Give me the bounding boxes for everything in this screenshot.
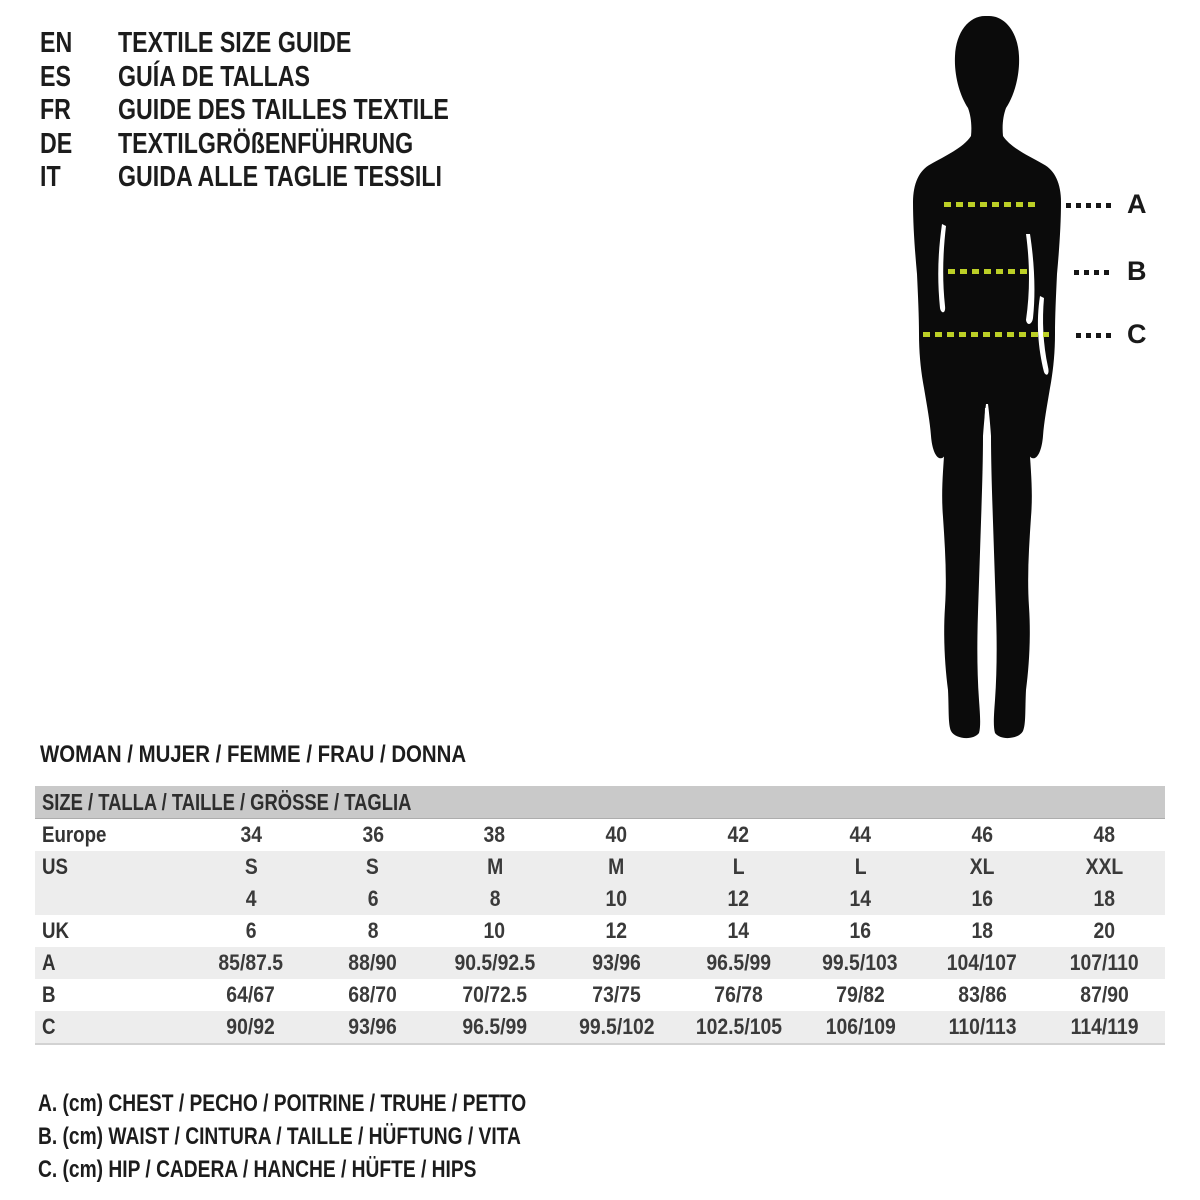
- table-cell: 8: [367, 918, 379, 943]
- table-cell: 20: [1093, 918, 1115, 943]
- table-cell: 107/110: [1069, 950, 1139, 975]
- table-row-us-numeric: [35, 883, 1165, 915]
- table-cell: 18: [971, 918, 993, 943]
- table-cell: 90.5/92.5: [454, 950, 536, 975]
- footnote-chest: A. (cm) CHEST / PECHO / POITRINE / TRUHE / PETTO: [38, 1090, 527, 1117]
- lang-row-it: [40, 161, 532, 195]
- table-cell: 104/107: [947, 950, 1018, 975]
- table-cell: 68/70: [348, 982, 398, 1007]
- lang-title-it: GUIDA ALLE TAGLIE TESSILI: [118, 161, 442, 194]
- lang-row-de: [40, 128, 532, 162]
- row-label: US: [42, 854, 68, 879]
- table-cell: 96.5/99: [706, 950, 771, 975]
- table-cell: 83/86: [957, 982, 1007, 1007]
- table-cell: 6: [245, 918, 257, 943]
- table-cell: M: [486, 854, 503, 879]
- table-cell: 38: [483, 822, 506, 847]
- table-cell: 79/82: [836, 982, 885, 1007]
- waist-label: B: [1127, 256, 1147, 286]
- row-label: B: [42, 982, 56, 1007]
- table-cell: XXL: [1085, 854, 1123, 879]
- table-cell: L: [732, 854, 745, 879]
- table-cell: 12: [605, 918, 628, 943]
- table-cell: 42: [727, 822, 750, 847]
- woman-silhouette-icon: [875, 12, 1099, 742]
- table-cell: 85/87.5: [218, 950, 284, 975]
- table-cell: 102.5/105: [695, 1014, 782, 1039]
- table-cell: 8: [489, 886, 501, 911]
- table-cell: XL: [969, 854, 995, 879]
- lang-row-fr: [40, 94, 532, 128]
- table-cell: 87/90: [1079, 982, 1129, 1007]
- footnote-hip: C. (cm) HIP / CADERA / HANCHE / HÜFTE / HIPS: [38, 1156, 477, 1183]
- hip-measure-line: [923, 332, 1049, 337]
- hip-label: C: [1127, 319, 1147, 349]
- chest-connector-line: [1066, 203, 1114, 208]
- size-table-body: [35, 819, 1165, 1045]
- table-row-C: [35, 1011, 1165, 1045]
- lang-code-fr: FR: [40, 94, 71, 127]
- table-cell: 18: [1093, 886, 1115, 911]
- table-cell: S: [366, 854, 380, 879]
- table-cell: 76/78: [714, 982, 763, 1007]
- size-table-header: SIZE / TALLA / TAILLE / GRÖSSE / TAGLIA: [42, 788, 412, 815]
- table-cell: 44: [849, 822, 872, 847]
- table-cell: 110/113: [948, 1014, 1017, 1039]
- table-cell: 99.5/103: [822, 950, 898, 975]
- lang-row-en: [40, 27, 532, 61]
- table-cell: 4: [245, 886, 257, 911]
- lang-title-es: GUÍA DE TALLAS: [118, 60, 311, 93]
- row-label: UK: [42, 918, 70, 943]
- section-title: WOMAN / MUJER / FEMME / FRAU / DONNA: [40, 741, 467, 768]
- hip-connector-line: [1076, 333, 1114, 338]
- table-cell: 34: [240, 822, 262, 847]
- table-cell: 12: [727, 886, 750, 911]
- row-label: A: [42, 950, 56, 975]
- table-cell: 90/92: [226, 1014, 276, 1039]
- waist-connector-line: [1074, 270, 1114, 275]
- table-cell: 48: [1093, 822, 1115, 847]
- table-cell: L: [854, 854, 867, 879]
- language-title-block: [40, 27, 532, 195]
- table-row-Europe: [35, 819, 1165, 851]
- table-cell: M: [608, 854, 625, 879]
- table-cell: 40: [605, 822, 628, 847]
- lang-code-es: ES: [40, 60, 71, 93]
- chest-label: A: [1127, 189, 1147, 219]
- lang-code-en: EN: [40, 27, 73, 60]
- table-cell: 106/109: [825, 1014, 896, 1039]
- table-row-B: [35, 979, 1165, 1011]
- lang-title-fr: GUIDE DES TAILLES TEXTILE: [118, 94, 449, 127]
- table-cell: 6: [367, 886, 379, 911]
- chest-measure-line: [944, 202, 1040, 207]
- lang-title-de: TEXTILGRÖßENFÜHRUNG: [118, 127, 414, 160]
- row-label: C: [42, 1014, 56, 1039]
- size-table: [35, 786, 1165, 1045]
- table-row-A: [35, 947, 1165, 979]
- table-cell: 16: [971, 886, 993, 911]
- row-label: [35, 886, 190, 912]
- lang-title-en: TEXTILE SIZE GUIDE: [118, 27, 352, 60]
- table-cell: 16: [849, 918, 872, 943]
- table-row-UK: [35, 915, 1165, 947]
- table-cell: 73/75: [592, 982, 641, 1007]
- table-cell: 36: [362, 822, 384, 847]
- table-cell: 88/90: [348, 950, 398, 975]
- table-cell: 93/96: [348, 1014, 398, 1039]
- measure-footnotes: [38, 1090, 648, 1189]
- row-label: Europe: [42, 822, 107, 847]
- table-row-US: [35, 851, 1165, 883]
- woman-figure: [875, 12, 1099, 742]
- waist-measure-line: [948, 269, 1032, 274]
- table-cell: 114/119: [1070, 1014, 1138, 1039]
- footnote-waist: B. (cm) WAIST / CINTURA / TAILLE / HÜFTUNG / VITA: [38, 1123, 521, 1150]
- table-cell: 46: [971, 822, 993, 847]
- table-cell: 93/96: [592, 950, 641, 975]
- table-cell: 64/67: [226, 982, 276, 1007]
- table-cell: 10: [605, 886, 628, 911]
- lang-code-de: DE: [40, 127, 73, 160]
- table-cell: S: [244, 854, 258, 879]
- table-cell: 99.5/102: [578, 1014, 655, 1039]
- table-cell: 10: [483, 918, 506, 943]
- lang-row-es: [40, 61, 532, 95]
- table-cell: 96.5/99: [462, 1014, 527, 1039]
- table-cell: 14: [849, 886, 872, 911]
- table-cell: 14: [727, 918, 750, 943]
- lang-code-it: IT: [40, 161, 61, 194]
- table-cell: 70/72.5: [462, 982, 527, 1007]
